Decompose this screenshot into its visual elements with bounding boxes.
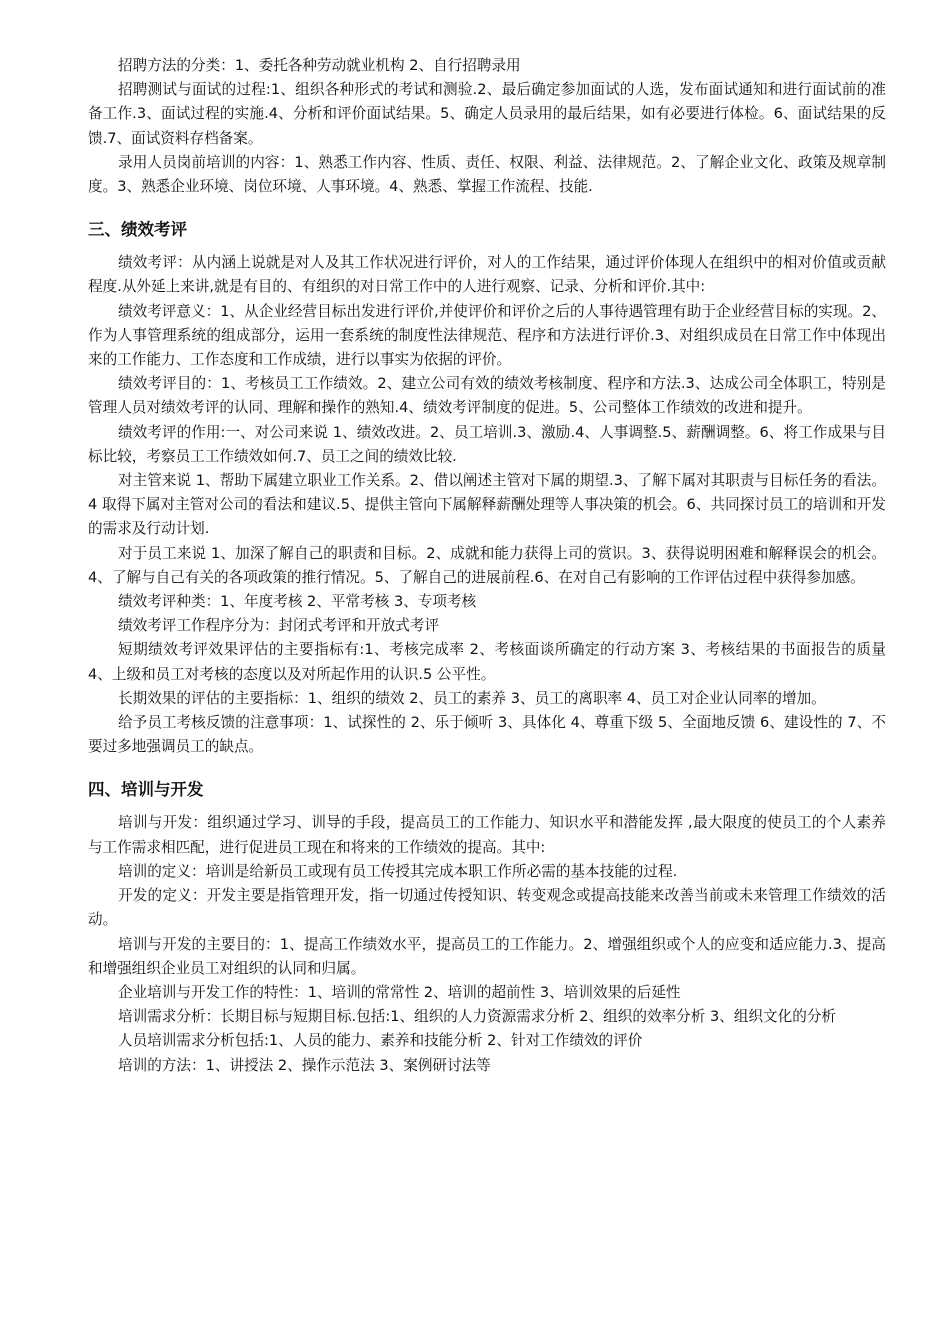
performance-types-paragraph: 绩效考评种类：1、年度考核 2、平常考核 3、专项考核	[118, 593, 477, 611]
performance-definition-paragraph: 绩效考评：从内涵上说就是对人及其工作状况进行评价，对人的工作结果，通过评价体现人在组织中的相对价值或贡献程度.从外延上来讲,就是有目的、有组织的对日常工作中的人进行观察、记录、分析和评价.其中:	[88, 254, 886, 296]
section-heading-training: 四、培训与开发	[88, 780, 204, 800]
performance-role-company-paragraph: 绩效考评的作用:一、对公司来说 1、绩效改进。2、员工培训.3、激励.4、人事调整.5、薪酬调整。6、将工作成果与目标比较，考察员工工作绩效如何.7、员工之间的绩效比较.	[88, 423, 886, 465]
section-heading-performance: 三、绩效考评	[88, 220, 187, 240]
training-meaning-paragraph: 培训的定义：培训是给新员工或现有员工传授其完成本职工作所必需的基本技能的过程.	[118, 862, 678, 880]
performance-role-employee-paragraph: 对于员工来说 1、加深了解自己的职责和目标。2、成就和能力获得上司的赏识。3、获得说明困难和解释误会的机会。4、了解与自己有关的各项政策的推行情况。5、了解自己的进展前程.6、在对自己有影响的工作评估过程中获得参加感。	[88, 544, 886, 586]
performance-significance-paragraph: 绩效考评意义：1、从企业经营目标出发进行评价,并使评价和评价之后的人事待遇管理有助于企业经营目标的实现。2、作为人事管理系统的组成部分，运用一套系统的制度性法律规范、程序和方法进行评价.3、对组织成员在日常工作中体现出来的工作能力、工作态度和工作成绩，进行以事实为依据的评价。	[88, 302, 886, 369]
training-purpose-paragraph: 培训与开发的主要目的：1、提高工作绩效水平，提高员工的工作能力。2、增强组织或个人的应变和适应能力.3、提高和增强组织企业员工对组织的认同和归属。	[88, 935, 886, 977]
personnel-needs-analysis-paragraph: 人员培训需求分析包括:1、人员的能力、素养和技能分析 2、针对工作绩效的评价	[118, 1032, 643, 1050]
feedback-notes-paragraph: 给予员工考核反馈的注意事项：1、试探性的 2、乐于倾听 3、具体化 4、尊重下级 5、全面地反馈 6、建设性的 7、不要过多地强调员工的缺点。	[88, 714, 886, 756]
training-methods-paragraph: 培训的方法：1、讲授法 2、操作示范法 3、案例研讨法等	[118, 1056, 491, 1074]
training-needs-analysis-paragraph: 培训需求分析：长期目标与短期目标.包括:1、组织的人力资源需求分析 2、组织的效率分析 3、组织文化的分析	[118, 1008, 837, 1026]
onboarding-training-paragraph: 录用人员岗前培训的内容：1、熟悉工作内容、性质、责任、权限、利益、法律规范。2、了解企业文化、政策及规章制度。3、熟悉企业环境、岗位环境、人事环境。4、熟悉、掌握工作流程、技能.	[88, 153, 886, 196]
training-definition-paragraph: 培训与开发：组织通过学习、训导的手段，提高员工的工作能力、知识水平和潜能发挥 ,最大限度的使员工的个人素养与工作需求相匹配，进行促进员工现在和将来的工作绩效的提高。其中:	[88, 814, 886, 856]
performance-role-supervisor-paragraph: 对主管来说 1、帮助下属建立职业工作关系。2、借以阐述主管对下属的期望.3、了解下属对其职责与目标任务的看法。4 取得下属对主管对公司的看法和建议.5、提供主管向下属解释薪酬处理等人事决策的机会。6、共同探讨员工的培训和开发的需求及行动计划.	[88, 472, 886, 538]
performance-purpose-paragraph: 绩效考评目的：1、考核员工工作绩效。2、建立公司有效的绩效考核制度、程序和方法.3、达成公司全体职工，特别是管理人员对绩效考评的认同、理解和操作的熟知.4、绩效考评制度的促进。5、公司整体工作绩效的改进和提升。	[88, 375, 886, 417]
performance-procedure-paragraph: 绩效考评工作程序分为：封闭式考评和开放式考评	[118, 617, 440, 635]
development-meaning-paragraph: 开发的定义：开发主要是指管理开发，指一切通过传授知识、转变观念或提高技能来改善当前或未来管理工作绩效的活动。	[88, 887, 886, 929]
recruit-interview-paragraph: 招聘测试与面试的过程:1、组织各种形式的考试和测验.2、最后确定参加面试的人选，发布面试通知和进行面试前的准备工作.3、面试过程的实施.4、分析和评价面试结果。5、确定人员录用的最后结果，如有必要进行体检。6、面试结果的反馈.7、面试资料存档备案。	[88, 81, 886, 147]
recruit-methods-paragraph: 招聘方法的分类：1、委托各种劳动就业机构 2、自行招聘录用	[118, 57, 521, 74]
long-term-indicators-paragraph: 长期效果的评估的主要指标：1、组织的绩效 2、员工的素养 3、员工的离职率 4、员工对企业认同率的增加。	[118, 689, 826, 707]
training-characteristics-paragraph: 企业培训与开发工作的特性：1、培训的常常性 2、培训的超前性 3、培训效果的后延性	[118, 983, 681, 1001]
short-term-indicators-paragraph: 短期绩效考评效果评估的主要指标有:1、考核完成率 2、考核面谈所确定的行动方案 3、考核结果的书面报告的质量 4、上级和员工对考核的态度以及对所起作用的认识.5 公平性。	[88, 641, 886, 683]
